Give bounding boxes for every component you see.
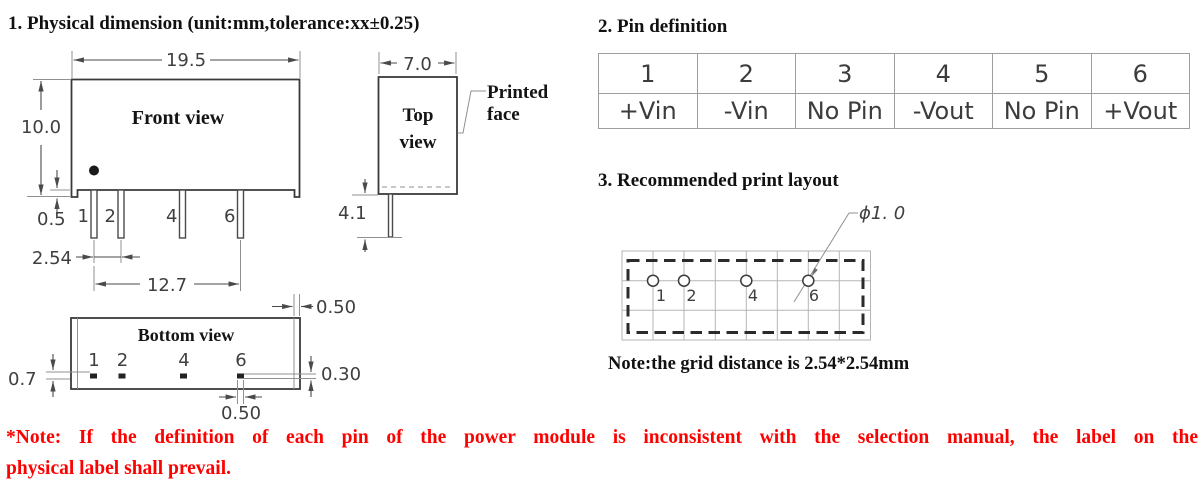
bottom-pad-6 <box>237 374 244 379</box>
layout-hole-4 <box>741 275 752 286</box>
front-view-outline <box>72 80 300 198</box>
front-pin-4 <box>180 190 186 238</box>
top-view-label-line2: view <box>399 132 437 153</box>
front-width-dim: 19.5 <box>165 50 207 71</box>
physical-dimension-title: 1. Physical dimension (unit:mm,tolerance:xx±0.25) <box>8 13 420 34</box>
top-view-pin <box>389 194 393 237</box>
top-view-label-line1: Top <box>402 105 434 126</box>
pin-number-cell: 3 <box>796 54 895 94</box>
layout-pad-label-1: 1 <box>655 286 667 305</box>
pin-function-cell: +Vout <box>1091 94 1190 129</box>
pin-function-cell: -Vin <box>697 94 796 129</box>
front-pin-label-4: 4 <box>166 206 178 227</box>
front-standoff-dim: 0.5 <box>37 209 66 230</box>
pin-function-cell: No Pin <box>993 94 1092 129</box>
print-layout-drawing <box>622 203 905 340</box>
front-pitch-dim: 2.54 <box>31 248 72 269</box>
front-pin-label-6: 6 <box>224 206 236 227</box>
printed-face-leader <box>458 91 487 133</box>
pin-number-cell: 1 <box>599 54 698 94</box>
bottom-pin-label-4: 4 <box>178 350 190 371</box>
layout-hole-6 <box>803 275 814 286</box>
bottom-view-label: Bottom view <box>137 325 235 345</box>
hole-diameter-label: ϕ1. 0 <box>859 203 906 224</box>
pin-function-cell: +Vin <box>599 94 698 129</box>
pin-function-cell: No Pin <box>796 94 895 129</box>
bottom-pad-1 <box>90 374 97 379</box>
pin-function-cell: -Vout <box>894 94 993 129</box>
front-view-label: Front view <box>131 107 225 129</box>
layout-hole-1 <box>648 275 659 286</box>
front-height-dim: 10.0 <box>20 117 62 138</box>
bottom-pin-label-1: 1 <box>88 350 100 371</box>
pin-number-cell: 5 <box>993 54 1092 94</box>
front-view-drawing <box>21 50 300 296</box>
footer-note-line1: *Note: If the definition of each pin of the power module is inconsistent with the selection manual, the label on the <box>6 427 1198 448</box>
bottom-view-drawing <box>8 294 361 424</box>
front-span-dim: 12.7 <box>146 275 188 296</box>
front-pin-label-1: 1 <box>77 206 89 227</box>
printed-face-label-line1: Printed <box>487 82 549 103</box>
layout-pad-label-2: 2 <box>686 286 697 305</box>
grid-distance-note: Note:the grid distance is 2.54*2.54mm <box>608 354 910 374</box>
footer-note-line2: physical label shall prevail. <box>6 458 232 479</box>
bottom-pad-2 <box>119 374 126 379</box>
pin-number-cell: 2 <box>697 54 796 94</box>
front-pin-1 <box>91 190 97 238</box>
bottom-pin-label-2: 2 <box>116 350 129 371</box>
front-pin-2 <box>118 190 124 238</box>
pin-number-cell: 6 <box>1091 54 1190 94</box>
bottom-pin-thickness-dim: 0.30 <box>321 364 362 385</box>
bottom-pad-4 <box>180 374 187 379</box>
pin-number-cell: 4 <box>894 54 993 94</box>
bottom-pin-label-6: 6 <box>235 350 247 371</box>
bottom-edge-offset-dim: 0.50 <box>316 297 357 318</box>
top-view-drawing <box>338 52 549 252</box>
pin1-marker-dot <box>89 166 99 176</box>
layout-hole-2 <box>679 275 690 286</box>
bottom-pin-height-dim: 0.7 <box>8 369 37 390</box>
printed-face-label-line2: face <box>487 104 520 125</box>
top-pin-length-dim: 4.1 <box>338 203 367 224</box>
layout-pad-label-6: 6 <box>808 286 820 305</box>
bottom-pin-width-dim: 0.50 <box>220 403 262 424</box>
print-layout-title: 3. Recommended print layout <box>598 170 839 191</box>
front-pin-6 <box>238 190 244 238</box>
top-width-dim: 7.0 <box>403 54 432 75</box>
pin-definition-title: 2. Pin definition <box>598 16 728 37</box>
front-pin-label-2: 2 <box>104 206 116 227</box>
layout-pad-label-4: 4 <box>747 286 759 305</box>
